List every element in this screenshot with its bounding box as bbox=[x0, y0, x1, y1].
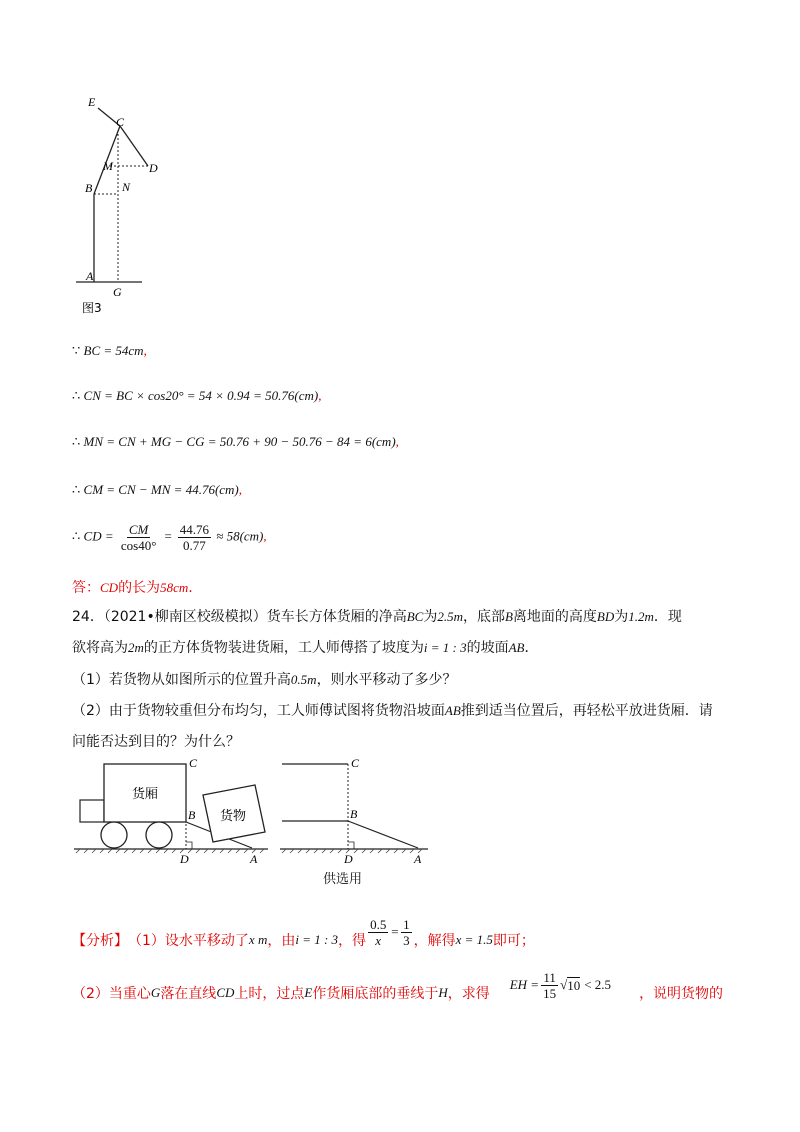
truck-cabin bbox=[80, 800, 104, 822]
step-2: ∴ CN = BC × cos20° = 54 × 0.94 = 50.76(cm), bbox=[72, 388, 322, 403]
question-2-line-2: 问能否达到目的？为什么？ bbox=[72, 734, 240, 750]
figure-caption: 图3 bbox=[82, 301, 102, 315]
truck-diagram bbox=[72, 752, 272, 864]
question-1: （1）若货物从如图所示的位置升高0.5m，则水平移动了多少？ bbox=[72, 672, 457, 688]
label-g: G bbox=[113, 285, 122, 299]
problem-24-line-2: 欲将高为2m的正方体货物装进货厢，工人师傅搭了坡度为i = 1 : 3的坡面AB． bbox=[72, 640, 539, 656]
label-e: E bbox=[88, 95, 96, 109]
analysis-part-1: 【分析】 （1）设水平移动了 x m ，由 i = 1 : 3 ，得 $\frac{0.5}{x}$ = $\frac{1}{3}$ ，解得 x = 1.5 即可； bbox=[72, 916, 535, 949]
answer-line: 答：CD的长为58cm. bbox=[72, 580, 193, 596]
label-a: A bbox=[250, 852, 258, 864]
label-a: A bbox=[86, 269, 94, 283]
cargo-label: 货物 bbox=[220, 809, 247, 824]
label-d: D bbox=[344, 852, 353, 864]
step-4: ∴ CM = CN − MN = 44.76(cm), bbox=[72, 482, 243, 497]
step-1: ∵ BC = 54cm, bbox=[72, 343, 147, 358]
label-c: C bbox=[189, 756, 198, 770]
rear-wheel bbox=[146, 822, 172, 848]
question-2-line-1: （2）由于货物较重但分布均匀，工人师傅试图将货物沿坡面AB推到适当位置后，再轻松平放进货厢．请 bbox=[72, 703, 713, 719]
helper-caption: 供选用 bbox=[323, 872, 363, 887]
label-c: C bbox=[351, 756, 360, 770]
figure-3-diagram bbox=[70, 90, 160, 320]
label-m: M bbox=[103, 159, 113, 173]
problem-24-line-1: 24．（2021•柳南区校级模拟）货车长方体货厢的净高BC为2.5m，底部B离地面的高度BD为1.2m．现 bbox=[72, 609, 682, 625]
step-3: ∴ MN = CN + MG − CG = 50.76 + 90 − 50.76 − 84 = 6(cm), bbox=[72, 434, 399, 449]
step-5: ∴ CD = $\frac{CM}{\cos 40^\circ}$ = $\frac{44.76}{0.77}$ ≈ 58(cm), bbox=[72, 522, 267, 553]
label-d: D bbox=[180, 852, 189, 864]
front-wheel bbox=[101, 822, 127, 848]
label-d: D bbox=[149, 161, 158, 175]
helper-diagram bbox=[278, 752, 438, 864]
label-b: B bbox=[85, 181, 93, 195]
label-b: B bbox=[188, 808, 196, 822]
label-c: C bbox=[116, 115, 125, 129]
label-n: N bbox=[122, 180, 131, 194]
label-b: B bbox=[350, 807, 358, 821]
box-label: 货厢 bbox=[132, 787, 159, 802]
analysis-part-2: （2）当重心 G 落在直线 CD 上时，过点 E 作货厢底部的垂线于 H ，求得 EH = $\frac{11}{15}$ √ 10 < 2.5 ，说明货物的 bbox=[72, 969, 724, 1002]
label-a: A bbox=[414, 852, 422, 864]
segment-cd bbox=[120, 126, 148, 166]
